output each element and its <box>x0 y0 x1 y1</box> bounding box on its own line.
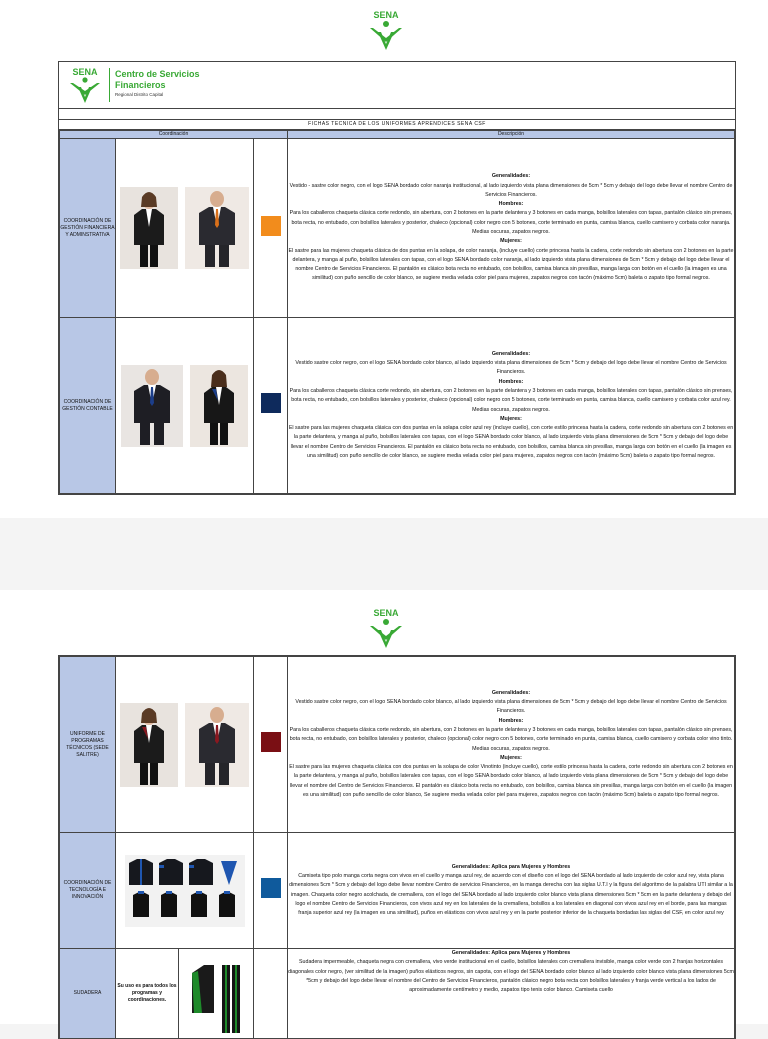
section-heading: Generalidades: Aplica para Mujeres y Hombres <box>451 863 571 870</box>
uniform-photos <box>116 139 254 318</box>
color-swatch-cell <box>254 139 288 318</box>
section-heading: Generalidades: <box>491 689 531 696</box>
col-description: Descripción <box>288 131 735 139</box>
spacer-row <box>59 109 735 120</box>
coordination-name: UNIFORME DE PROGRAMAS TÉCNICOS (SEDE SALITRE) <box>60 657 116 833</box>
man-suit-photo <box>185 703 249 787</box>
uniform-sheet-2 <box>58 655 736 1039</box>
header-title: Centro de Servicios Financieros <box>115 69 200 90</box>
section-text: Para los caballeros chaqueta clásica corte redondo, sin abertura, con 2 botones en la parte delantera y 3 botones en cada manga, bolsillos laterales con tapas, pantalón clásico sin prenses, bota recta, no entubado, con bolsillos laterales y posterior, chaleco (opcional) color negro con 5 botones, corte terminado en punta, camisa blanca, cuello camisero y corbata color azul rey. Medias oscuras, zapatos negros. <box>289 387 733 413</box>
section-text: Vestido - sastre color negro, con el logo SENA bordado color naranja institucional, al lado izquierdo vista plana dimensiones de 5cm * 5cm y debajo del logo debe llevar el nombre Centro de Servicios Financieros. <box>289 182 733 198</box>
section-heading: Mujeres: <box>500 754 522 761</box>
section-heading: Mujeres: <box>500 415 522 422</box>
document-page-2 <box>0 590 768 1024</box>
coordination-name: SUDADERA <box>60 949 116 1039</box>
uniform-sheet-1 <box>58 61 736 495</box>
sena-logo <box>364 606 408 650</box>
header-subtitle: Regional Distrito Capital <box>115 92 164 97</box>
svg-text:SENA: SENA <box>373 10 399 20</box>
tracksuit-photo-cell <box>179 949 254 1039</box>
svg-text:SENA: SENA <box>373 608 399 618</box>
section-text: Vestido sastre color negro, con el logo SENA bordado color blanco, al lado izquierdo vista plana dimensiones de 5cm * 5cm y debajo del logo debe llevar el nombre Centro de Servicios Financieros. <box>295 699 727 715</box>
coordination-name: COORDINACIÓN DE GESTIÓN CONTABLE <box>60 318 116 494</box>
header-divider <box>109 68 110 102</box>
section-heading: Generalidades: Aplica para Mujeres y Hombres <box>451 950 571 956</box>
color-swatch <box>261 732 281 752</box>
color-swatch-cell <box>254 318 288 494</box>
section-text: El sastre para las mujeres chaqueta clásica con dos puntas en la solapa de color Vinotinto (incluye cuello), corte estilo princesa hasta la cadera, corte redondo sin abertura con 2 botones en la parte delantera, y manga al puño, bolsillos laterales con tapas, con el logo SENA bordado color blanco, al lado izquierdo vista plana dimensiones de 5cm * 5cm y debajo del logo debe llevar el nombre del Centro de Servicios Financieros. El pantalón es clásico bota recta no entubado, con bolsillos, camisa blanca sin presillas, manga larga con botón en el cuello (la imagen es una similitud) con puño sencillo de color blanco, Se sugiere media velada color piel para mujeres, zapatos negros con tacón (máximo 5cm) baleta o zapato tipo formal negros. <box>289 764 733 798</box>
sena-header-logo <box>65 66 105 104</box>
woman-suit-photo <box>120 703 178 787</box>
section-text: Sudadera impermeable, chaqueta negra con cremallera, vivo verde institucional en el cuello, bolsillos laterales con cremallera invisible, manga color verde con 2 franjas horizontales diagonales color negro, (ver similitud de la imagen) puños elásticos negros, sin capota, con el logo del SENA bordado color blanco al lado izquierdo color blanco vista plana dimensiones 5cm *5cm y debajo del logo debe llevar el nombre del Centro de Servicios Financieros, pantalón clásico negro bota recta con bolsillos laterales y franja verde vertical a los lados de aproximadamente centímetro y medio, zapatos tipo tenis color blanco. Camiseta cuello <box>288 959 734 994</box>
section-text: El sastre para las mujeres chaqueta clásica de dos puntas en la solapa, de color naranja, (incluye cuello) corte princesa hasta la cadera, corte redondo sin abertura con 2 botones en la parte delantera, y manga al puño, bolsillos laterales con tapas, con el logo SENA bordado color naranja, al lado izquierdo vista plana dimensiones de 5cm * 5cm y debajo del logo debe llevar el nombre Centro de Servicios Financieros. El pantalón es clásico bota recta no entubado, con bolsillos, camisa blanca sin presillas, manga larga con botón en el cuello (la imagen es una similitud) con puño sencillo de color blanco, se sugiere media velada color piel para mujeres, zapatos negros con tacón (máximo 5cm) baleta o zapato tipo formal negros. <box>288 247 734 282</box>
uniform-photos <box>116 833 254 949</box>
description-cell <box>288 833 735 949</box>
description-cell <box>288 657 735 833</box>
tracksuit-photo <box>186 953 246 1035</box>
woman-suit-photo <box>120 187 178 269</box>
uniform-table-1 <box>59 130 735 494</box>
table-row <box>60 657 735 833</box>
description-cell <box>288 949 735 1039</box>
table-row <box>60 833 735 949</box>
color-swatch <box>261 393 281 413</box>
description-cell <box>288 139 735 318</box>
section-text: El sastre para las mujeres chaqueta clásica con dos puntas en la solapa color azul rey (incluye cuello), con corte estilo princesa hasta la cadera, corte redondo sin abertura con 2 botones en la parte delantera, y manga al puño, bolsillos laterales con tapas, con el logo SENA bordado color blanco, al lado izquierdo vista plana dimensiones de 5cm * 5cm y debajo del logo debe llevar el nombre Centro de Servicios Financieros. El pantalón es clásico bota recta no entubado, con bolsillos, camisa blanca sin presillas, manga larga con botón en el cuello (la imagen es una similitud) con puño sencillo de color blanco, se sugiere media velada color piel para mujeres, zapatos negros con tacón (máximo 5cm) baleta o zapato tipo formal negros. <box>288 425 734 459</box>
sena-logo <box>364 8 408 52</box>
table-row <box>60 318 735 494</box>
color-swatch <box>261 216 281 236</box>
man-suit-photo <box>121 365 183 447</box>
section-text: Para los caballeros chaqueta clásica corte redondo, sin abertura, con 2 botones en la parte delantera y 3 botones en cada manga, bolsillos laterales con tapas, pantalón clásico sin prenses, bota recta, no entubado, con bolsillos laterales y posterior, chaleco (opcional) color negro con 5 botones, corte terminado en punta, camisa blanca, cuello camisero y corbata color naranja. Medias oscuras, zapatos negros. <box>289 210 733 235</box>
woman-suit-photo <box>190 365 248 447</box>
table-row <box>60 949 735 1039</box>
svg-text:SENA: SENA <box>72 67 98 77</box>
sheet-header <box>59 62 735 109</box>
section-heading: Hombres: <box>498 201 524 208</box>
section-heading: Hombres: <box>498 378 524 385</box>
uniform-photos <box>116 318 254 494</box>
coordination-name: COORDINACIÓN DE TECNOLOGÍA E INNOVACIÓN <box>60 833 116 949</box>
section-heading: Generalidades: <box>491 173 531 180</box>
color-swatch <box>261 878 281 898</box>
section-text: Camiseta tipo polo manga corta negra con vivos en el cuello y manga azul rey, de acuerdo con el diseño con el logo del SENA bordado al lado izquierdo de color azul rey, vista plana dimensiones 5cm * 5cm y debajo del logo debe llevar nombre Centro de servicios Financieros, en la manga derecha con las siglas U.T.I y la figura del algoritmo de la palabra UTI similar a la imagen. Chaqueta color negro acolchada, de cremallera, con el logo del SENA bordado al lado izquierdo color blanco vista plana dimensiones 5cm * 5cm en la parte delantera y debajo del logo el nombre Centro de Servicios Financieros, con vivos azul rey en los laterales de la cremallera, bolsillos a los laterales en diagonal con vivos azul rey en el borde, para las mangas franja superior azul rey (la imagen es una similitud), puños en elásticos con vivos azul rey y en la parte posterior inferior de la chaqueta bordadas las siglas del CSF, en color azul rey <box>289 872 733 917</box>
document-page-1 <box>0 0 768 518</box>
usage-note: Su uso es para todos los programas y coordinaciones. <box>116 949 179 1039</box>
coordination-name: COORDINACIÓN DE GESTIÓN FINANCIERA Y ADMINSTRATIVA <box>60 139 116 318</box>
description-cell <box>288 318 735 494</box>
section-heading: Hombres: <box>498 717 524 724</box>
section-heading: Mujeres: <box>500 238 522 245</box>
man-suit-photo <box>185 187 249 269</box>
color-swatch-cell <box>254 949 288 1039</box>
section-text: Para los caballeros chaqueta clásica corte redondo, sin abertura, con 2 botones en la parte delantera y 3 botones en cada manga, bolsillos laterales con tapas, pantalón clásico sin prenses, bota recta, no entubado, con bolsillos laterales y posterior, chaleco (opcional) color negro con 5 botones, corte terminado en punta, camisa blanca, cuello camisero y corbata color vino tinto. Medias oscuras, zapatos negros. <box>289 726 733 752</box>
col-coordination: Coordinación <box>60 131 288 139</box>
sheet-title: FICHAS TECNICA DE LOS UNIFORMES APRENDICES SENA CSF <box>59 120 735 130</box>
section-text: Vestido sastre color negro, con el logo SENA bordado color blanco, al lado izquierdo vista plana dimensiones de 5cm * 5cm y debajo del logo debe llevar el nombre Centro de Servicios Financieros. <box>295 360 727 376</box>
color-swatch-cell <box>254 833 288 949</box>
color-swatch-cell <box>254 657 288 833</box>
table-row <box>60 139 735 318</box>
uniform-photos <box>116 657 254 833</box>
section-heading: Generalidades: <box>491 350 531 357</box>
jacket-polo-photo <box>125 855 245 927</box>
uniform-table-2 <box>59 656 735 1039</box>
